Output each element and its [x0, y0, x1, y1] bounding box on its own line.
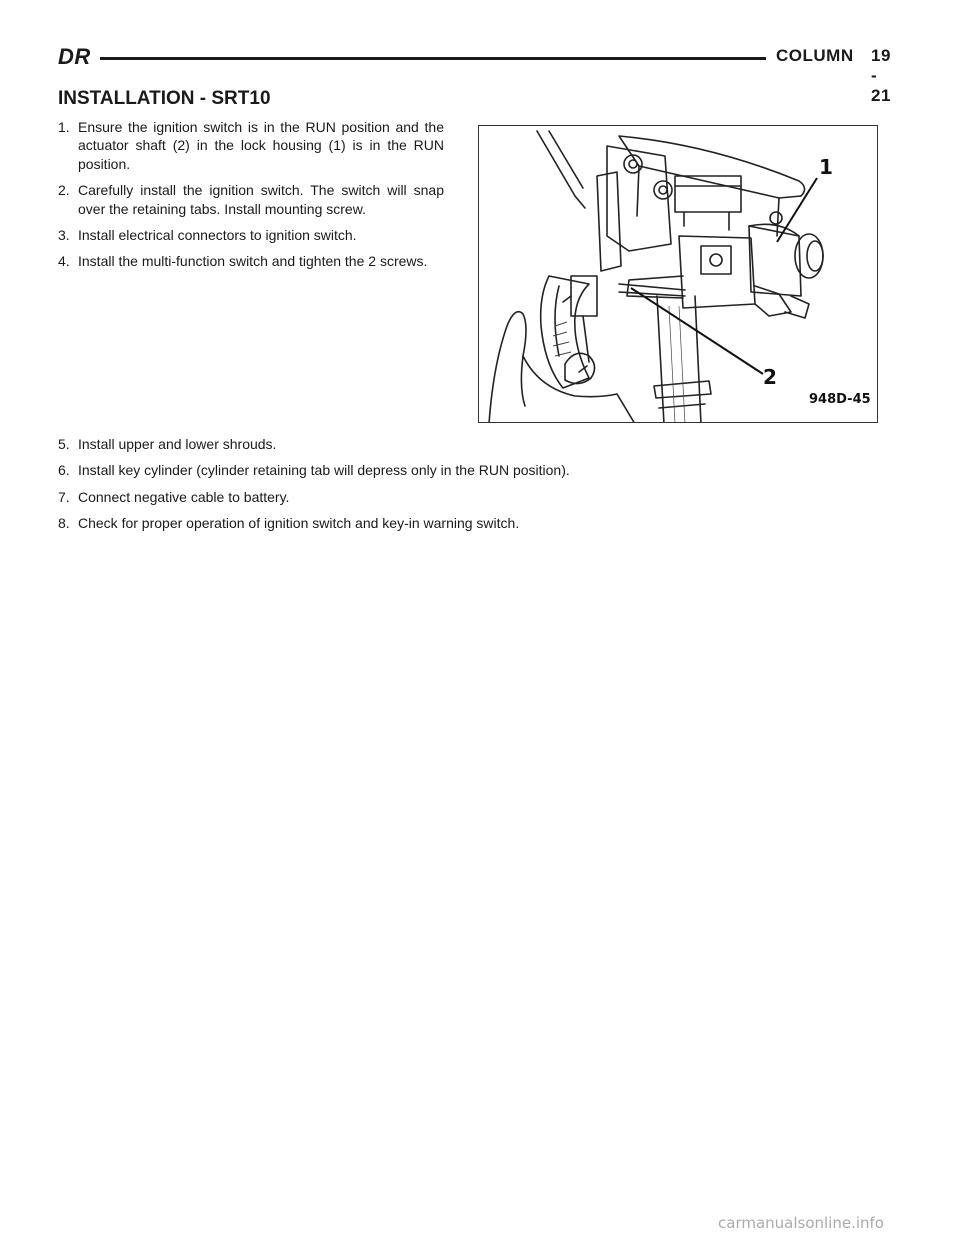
step-item — [58, 461, 878, 479]
section-name: COLUMN — [776, 46, 854, 65]
step-text: Install the multi-function switch and tighten the 2 screws. — [78, 253, 428, 270]
callout-2: 2 — [763, 365, 777, 389]
step-item — [58, 514, 878, 532]
step-number: 5. — [58, 436, 70, 452]
step-item — [58, 118, 444, 173]
step-text: Install upper and lower shrouds. — [78, 436, 277, 452]
step-text: Install key cylinder (cylinder retaining tab will depress only in the RUN position). — [78, 462, 570, 479]
figure-drawing — [479, 126, 878, 423]
step-number: 1. — [58, 119, 70, 135]
step-text: Ensure the ignition switch is in the RUN position and the actuator shaft (2) in the lock housing (1) is in the RUN position. — [78, 119, 444, 172]
ignition-switch-figure — [478, 125, 878, 423]
watermark: carmanualsonline.info — [718, 1214, 884, 1232]
step-text: Install electrical connectors to ignition switch. — [78, 227, 357, 244]
header-rule — [100, 57, 766, 60]
step-number: 6. — [58, 462, 70, 479]
model-code: DR — [58, 44, 91, 69]
page-number: 19 - 21 — [871, 46, 891, 105]
steps-list-top — [58, 118, 444, 279]
step-item — [58, 435, 878, 453]
step-text: Connect negative cable to battery. — [78, 488, 290, 505]
step-number: 4. — [58, 253, 70, 270]
step-item — [58, 181, 444, 218]
step-number: 3. — [58, 227, 70, 244]
step-number: 2. — [58, 182, 70, 199]
section-title: INSTALLATION - SRT10 — [58, 88, 271, 109]
step-item — [58, 252, 444, 270]
step-item — [58, 488, 878, 506]
step-number: 8. — [58, 515, 70, 532]
callout-1: 1 — [819, 155, 833, 179]
step-text: Check for proper operation of ignition switch and key-in warning switch. — [78, 515, 520, 532]
steps-list-bottom — [58, 435, 878, 541]
figure-id: 948D-45 — [809, 392, 871, 407]
step-number: 7. — [58, 488, 70, 505]
step-item — [58, 226, 444, 244]
step-text: Carefully install the ignition switch. The switch will snap over the retaining tabs. Install mounting screw. — [78, 182, 444, 217]
